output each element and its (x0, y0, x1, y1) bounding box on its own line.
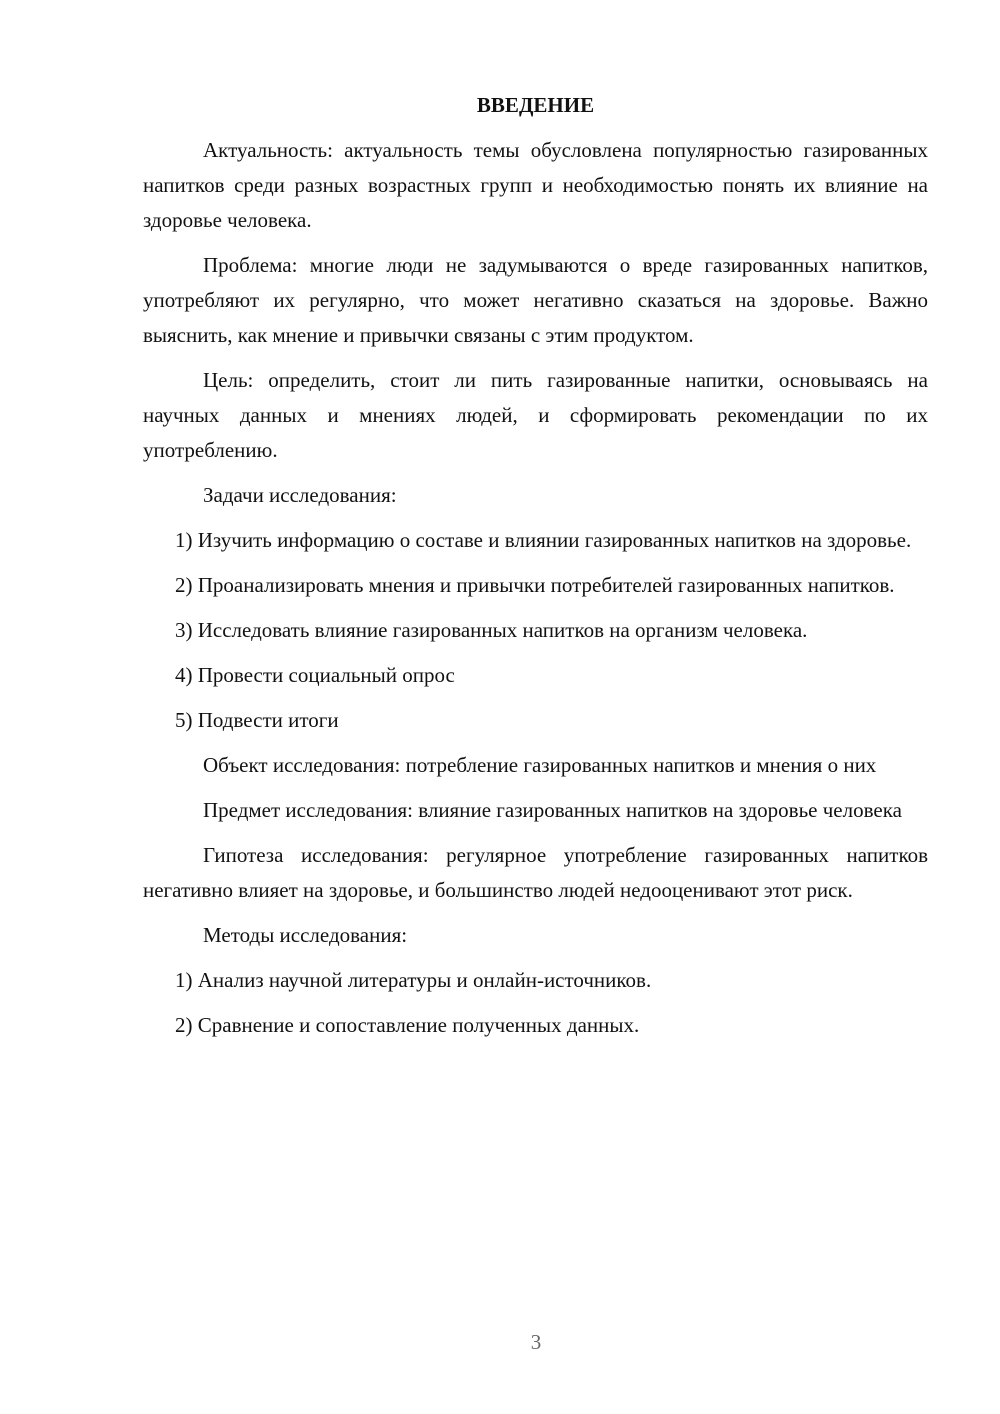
page-number: 3 (530, 1330, 542, 1354)
task-item-2: 2) Проанализировать мнения и привычки потребителей газированных напитков. (175, 573, 895, 597)
relevance-paragraph: Актуальность: актуальность темы обусловлена популярностью газированных напитков среди разных возрастных групп и необходимостью понять их влияние на здоровье человека. (143, 138, 928, 232)
object-paragraph: Объект исследования: потребление газированных напитков и мнения о них (203, 753, 877, 777)
task-item-4: 4) Провести социальный опрос (175, 663, 455, 687)
method-item-2: 2) Сравнение и сопоставление полученных данных. (175, 1013, 640, 1037)
method-item-1: 1) Анализ научной литературы и онлайн-источников. (175, 968, 652, 992)
task-item-3: 3) Исследовать влияние газированных напитков на организм человека. (175, 618, 808, 642)
subject-paragraph: Предмет исследования: влияние газированных напитков на здоровье человека (203, 798, 902, 822)
hypothesis-paragraph: Гипотеза исследования: регулярное употребление газированных напитков негативно влияет на здоровье, и большинство людей недооценивают этот риск. (143, 843, 928, 902)
tasks-heading: Задачи исследования: (203, 483, 397, 507)
section-title: ВВЕДЕНИЕ (476, 93, 595, 117)
goal-paragraph: Цель: определить, стоит ли пить газированные напитки, основываясь на научных данных и мнениях людей, и сформировать рекомендации по их употреблению. (143, 368, 928, 462)
task-item-5: 5) Подвести итоги (175, 708, 339, 732)
document-page (143, 88, 928, 1053)
task-item-1: 1) Изучить информацию о составе и влиянии газированных напитков на здоровье. (175, 528, 912, 552)
methods-heading: Методы исследования: (203, 923, 408, 947)
problem-paragraph: Проблема: многие люди не задумываются о вреде газированных напитков, употребляют их регулярно, что может негативно сказаться на здоровье. Важно выяснить, как мнение и привычки связаны с этим продуктом. (143, 253, 928, 347)
